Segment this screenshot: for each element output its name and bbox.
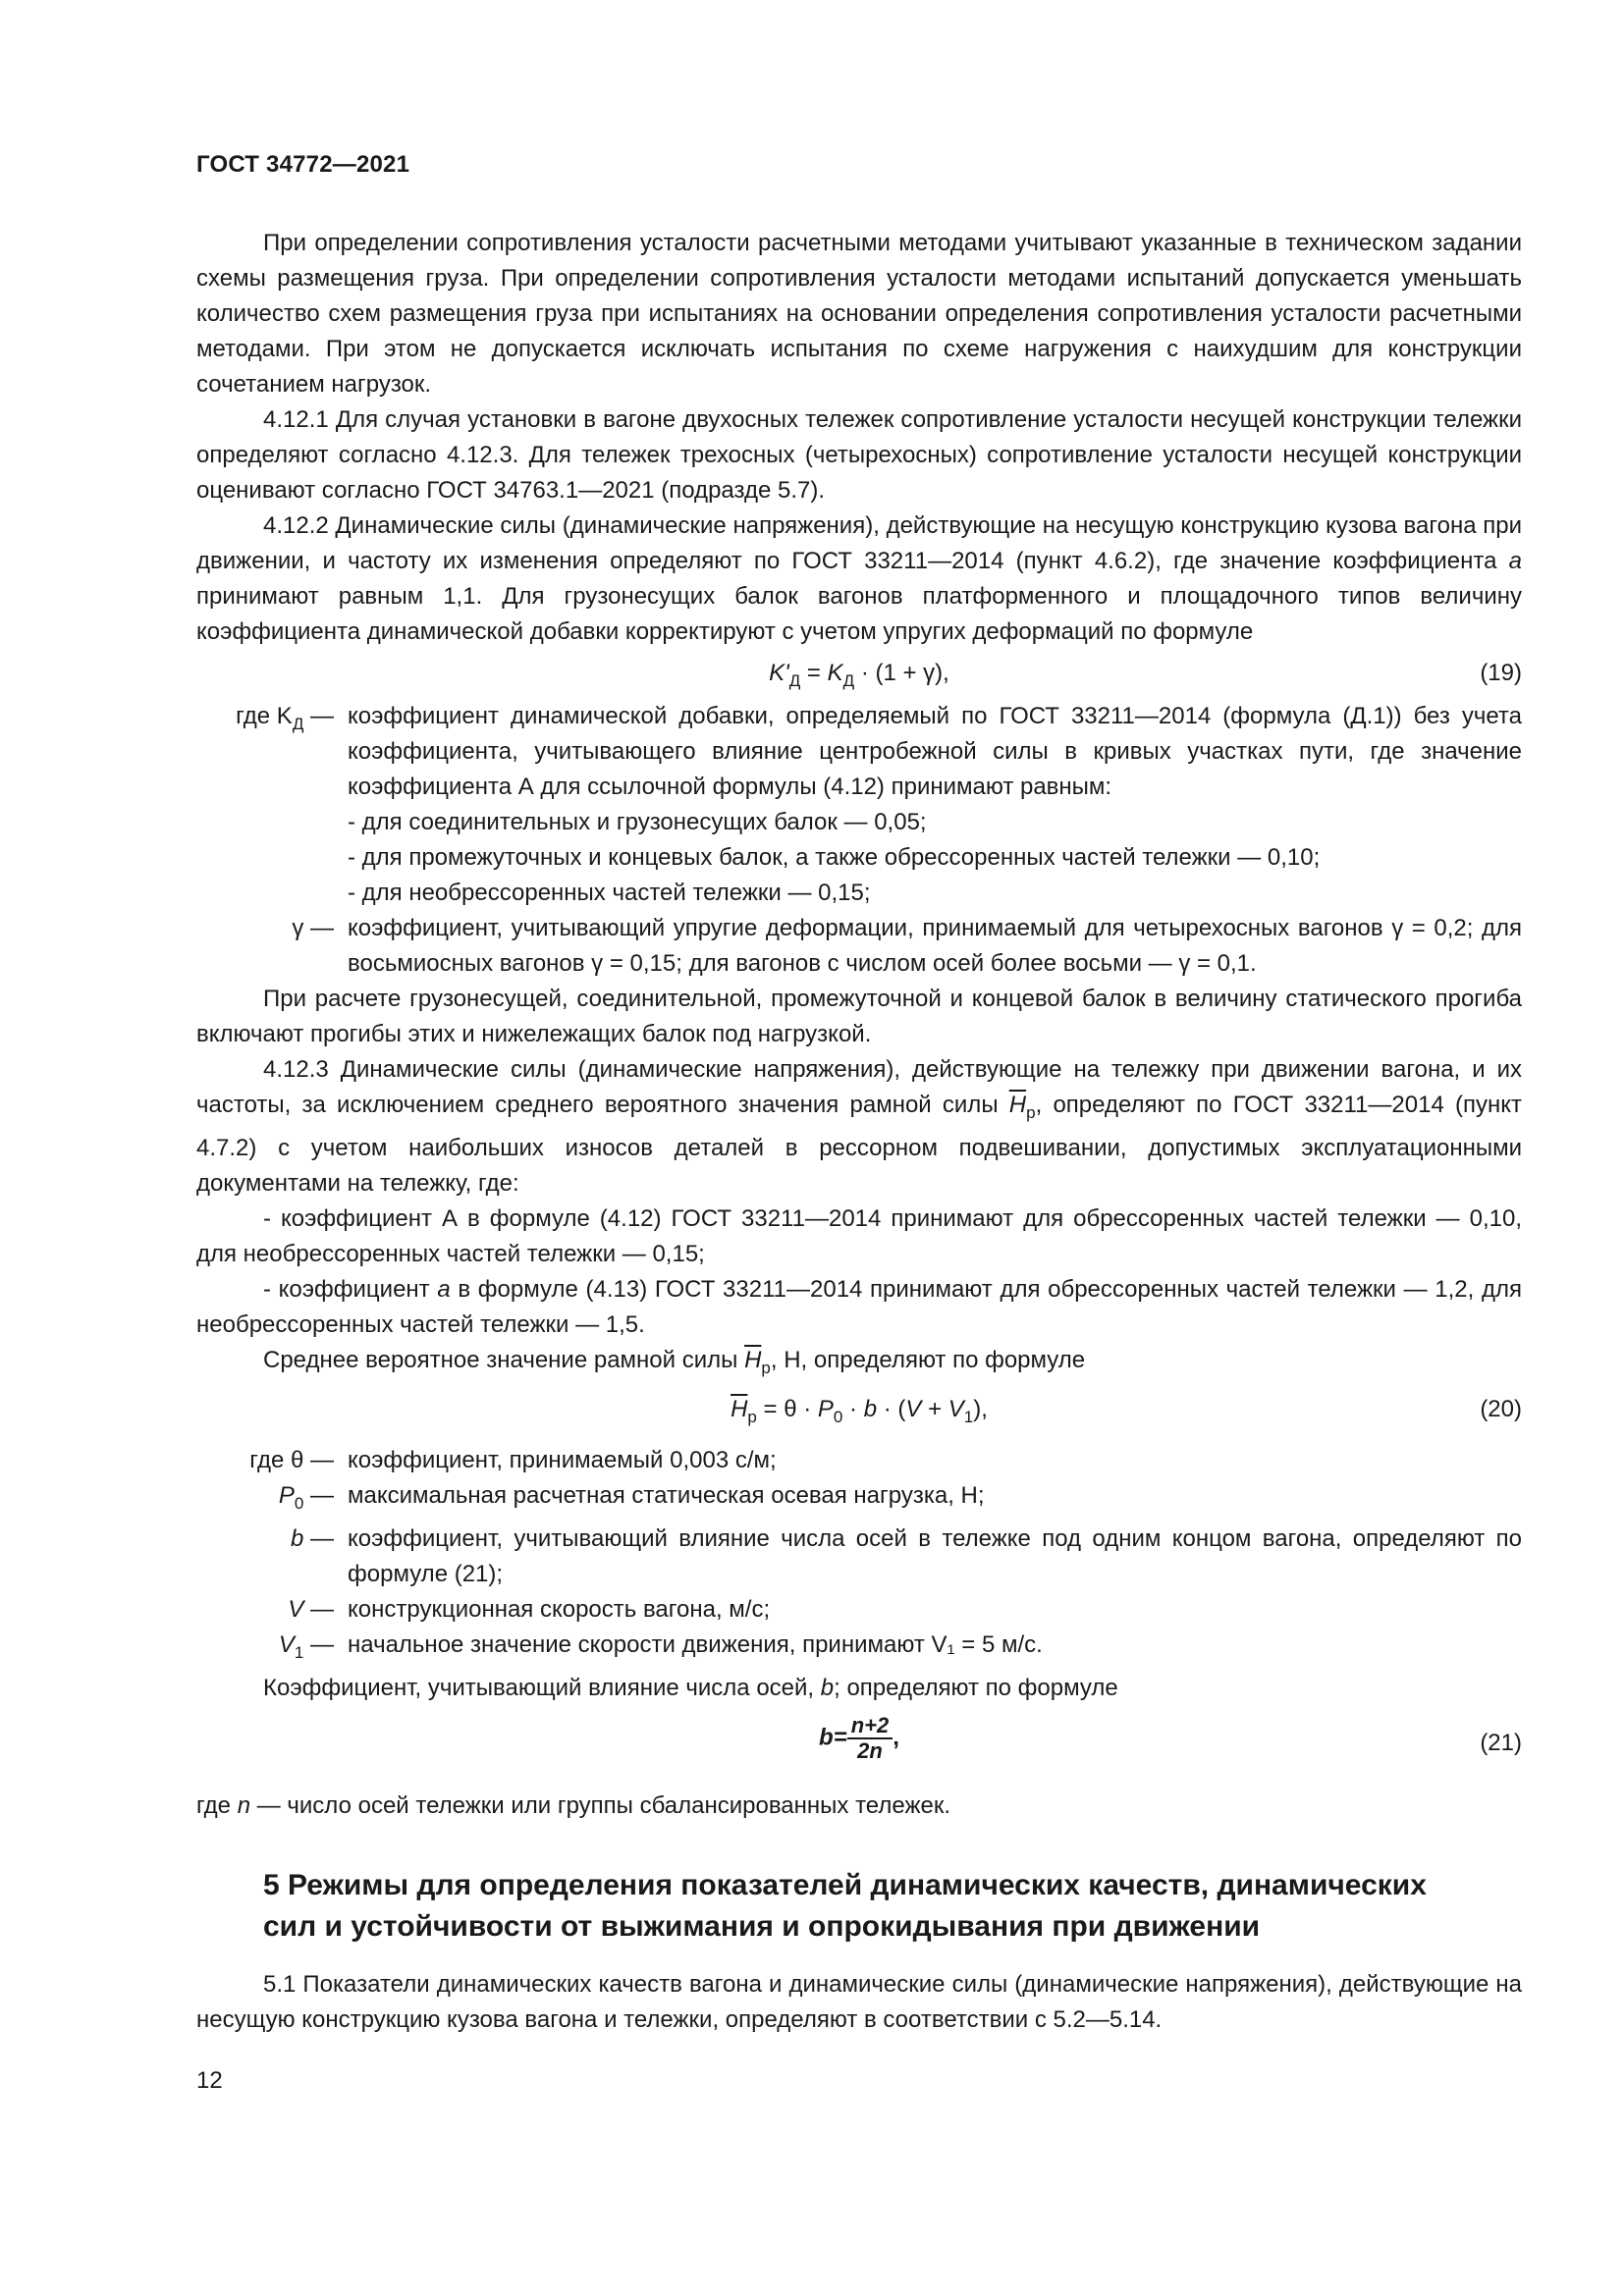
paragraph-4-12-1: 4.12.1 Для случая установки в вагоне двухосных тележек сопротивление усталости несущей конструкции тележки определяют согласно 4.12.3. Для тележек трехосных (четырехосных) сопротивление усталости несущей конструкции оценивают согласно ГОСТ 34763.1—2021 (подразде 5.7). bbox=[196, 406, 1522, 504]
bullet-coefficient-a: - коэффициент А в формуле (4.12) ГОСТ 33211—2014 принимают для обрессоренных частей тележки — 0,10, для необрессоренных частей тележки — 0,15; bbox=[196, 1205, 1522, 1267]
where-p0: $P_0$ — максимальная расчетная статическая осевая нагрузка, Н; bbox=[278, 1482, 985, 1513]
where-theta: где θ — коэффициент, принимаемый 0,003 с/м; bbox=[249, 1447, 777, 1473]
paragraph-5-1: 5.1 Показатели динамических качеств вагона и динамические силы (динамические напряжения), действующие на несущую конструкцию кузова вагона и тележки, определяют в соответствии с 5.2—5.14. bbox=[196, 1971, 1522, 2033]
formula-20: $\overline{H}_р = \theta \cdot P_0 \cdot b \cdot (V + V_1)$, (20) bbox=[196, 1392, 1522, 1427]
where-gamma: γ — коэффициент, учитывающий упругие деформации, принимаемый для четырехосных вагонов γ = 0,2; для восьмиосных вагонов γ = 0,15; для вагонов с числом осей более восьми — γ = 0,1. bbox=[292, 915, 1522, 977]
list-item: - для необрессоренных частей тележки — 0,15; bbox=[348, 880, 871, 906]
document-page bbox=[196, 0, 1522, 2296]
bullet-coefficient-a-small: - коэффициент а в формуле (4.13) ГОСТ 33211—2014 принимают для обрессоренных частей тележки — 1,2, для необрессоренных частей тележки — 1,5. bbox=[196, 1276, 1522, 1338]
list-item: - для соединительных и грузонесущих балок — 0,05; bbox=[348, 809, 927, 835]
formula-number: (19) bbox=[1480, 660, 1522, 686]
paragraph-deflection: При расчете грузонесущей, соединительной, промежуточной и концевой балок в величину статического прогиба включают прогибы этих и нижележащих балок под нагрузкой. bbox=[196, 986, 1522, 1047]
list-item: - для промежуточных и концевых балок, а также обрессоренных частей тележки — 0,10; bbox=[348, 844, 1321, 871]
paragraph-where-n: где n — число осей тележки или группы сбалансированных тележек. bbox=[196, 1792, 951, 1819]
formula-number: (20) bbox=[1480, 1396, 1522, 1422]
section-heading-5: 5 Режимы для определения показателей динамических качеств, динамических сил и устойчивости от выжимания и опрокидывания при движении bbox=[263, 1869, 1427, 1943]
paragraph-axles-coefficient: Коэффициент, учитывающий влияние числа осей, b; определяют по формуле bbox=[263, 1675, 1118, 1701]
paragraph-frame-force: Среднее вероятное значение рамной силы $\overline{H}_р$, Н, определяют по формуле bbox=[263, 1347, 1086, 1377]
where-b: b — коэффициент, учитывающий влияние числа осей в тележке под одним концом вагона, определяют по формуле (21); bbox=[290, 1525, 1522, 1587]
formula-21: b= $\frac{n+2}{2n}$ , (21) bbox=[819, 1713, 1522, 1763]
paragraph-4-12-2: 4.12.2 Динамические силы (динамические напряжения), действующие на несущую конструкцию кузова вагона при движении, и частоту их изменения определяют по ГОСТ 33211—2014 (пункт 4.6.2), где значение коэффициента а принимают равным 1,1. Для грузонесущих балок вагонов платформенного и площадочного типов величину коэффициента динамической добавки корректируют с учетом упругих деформаций по формуле bbox=[196, 512, 1522, 645]
page-number: 12 bbox=[196, 2067, 223, 2094]
where-v: V — конструкционная скорость вагона, м/с; bbox=[288, 1596, 771, 1623]
where-kd: где $K_Д$ — коэффициент динамической добавки, определяемый по ГОСТ 33211—2014 (формула (Д.1)) без учета коэффициента, учитывающего влияние центробежной силы в кривых участках пути, где значение коэффициента А для ссылочной формулы (4.12) принимают равным: - для соединительных и грузонесущих балок — 0,05; - для промежуточных и концевых балок, а также обрессоренных частей тележки — 0,10; - для необрессоренных частей тележки — 0,15; bbox=[196, 699, 1522, 911]
document-body bbox=[196, 226, 1522, 2038]
paragraph-intro: При определении сопротивления усталости расчетными методами учитывают указанные в техническом задании схемы размещения груза. При определении сопротивления усталости методами испытаний допускается уменьшать количество схем размещения груза при испытаниях на основании определения сопротивления усталости расчетными методами. При этом не допускается исключать испытания по схеме нагружения с наихудшим для конструкции сочетанием нагрузок. bbox=[196, 230, 1522, 398]
formula-19: $K'_Д = K_Д \cdot (1 + \gamma)$, (19) bbox=[196, 656, 1522, 691]
where-v1: $V_1$ — начальное значение скорости движения, принимают V₁ = 5 м/с. bbox=[278, 1631, 1043, 1662]
paragraph-4-12-3: 4.12.3 Динамические силы (динамические напряжения), действующие на тележку при движении вагона, и их частоты, за исключением среднего вероятного значения рамной силы $\overline{H}_р$, определяют по ГОСТ 33211—2014 (пункт 4.7.2) с учетом наибольших износов деталей в рессорном подвешивании, допустимых эксплуатационными документами на тележку, где: bbox=[196, 1056, 1522, 1197]
formula-number: (21) bbox=[1480, 1730, 1522, 1756]
document-header: ГОСТ 34772—2021 bbox=[196, 151, 410, 178]
